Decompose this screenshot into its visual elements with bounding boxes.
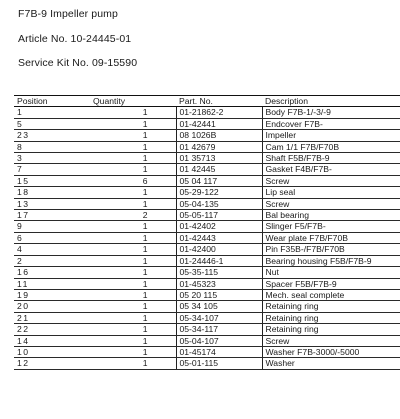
table-row (14, 164, 400, 175)
cell-description: Slinger F5/F7B- (262, 221, 400, 232)
table-row (14, 210, 400, 221)
cell-position: 12 (14, 358, 90, 369)
cell-part-no: 05-01-115 (176, 358, 262, 369)
cell-quantity: 2 (90, 210, 176, 221)
cell-part-no: 05-29-122 (176, 187, 262, 198)
column-header-quantity: Quantity (90, 96, 176, 107)
parts-table (14, 96, 400, 370)
table-row (14, 153, 400, 164)
cell-part-no: 01 35713 (176, 153, 262, 164)
column-header-description: Description (262, 96, 400, 107)
cell-position: 6 (14, 232, 90, 243)
document-title: F7B-9 Impeller pump (18, 8, 118, 20)
table-row (14, 244, 400, 255)
cell-part-no: 05 04 117 (176, 175, 262, 186)
cell-position: 10 (14, 346, 90, 357)
cell-quantity: 1 (90, 187, 176, 198)
cell-position: 20 (14, 301, 90, 312)
table-row (14, 335, 400, 346)
cell-part-no: 01 42445 (176, 164, 262, 175)
service-kit-number: Service Kit No. 09-15590 (18, 57, 138, 69)
cell-part-no: 01 42679 (176, 141, 262, 152)
cell-position: 9 (14, 221, 90, 232)
cell-part-no: 01-24446-1 (176, 255, 262, 266)
table-row (14, 141, 400, 152)
cell-quantity: 1 (90, 301, 176, 312)
table-row (14, 289, 400, 300)
cell-description: Spacer F5B/F7B-9 (262, 278, 400, 289)
cell-quantity: 1 (90, 335, 176, 346)
cell-part-no: 01-42441 (176, 118, 262, 129)
cell-description: Bal bearing (262, 210, 400, 221)
cell-quantity: 1 (90, 346, 176, 357)
cell-quantity: 6 (90, 175, 176, 186)
cell-quantity: 1 (90, 232, 176, 243)
table-row (14, 187, 400, 198)
cell-part-no: 01-45323 (176, 278, 262, 289)
cell-quantity: 1 (90, 141, 176, 152)
cell-description: Body F7B-1/-3/-9 (262, 107, 400, 118)
cell-position: 8 (14, 141, 90, 152)
cell-position: 5 (14, 118, 90, 129)
cell-description: Screw (262, 175, 400, 186)
cell-position: 3 (14, 153, 90, 164)
cell-description: Shaft F5B/F7B-9 (262, 153, 400, 164)
cell-quantity: 1 (90, 324, 176, 335)
cell-position: 1 (14, 107, 90, 118)
cell-description: Lip seal (262, 187, 400, 198)
cell-part-no: 05-34-107 (176, 312, 262, 323)
cell-quantity: 1 (90, 198, 176, 209)
table-row (14, 130, 400, 141)
cell-quantity: 1 (90, 118, 176, 129)
cell-position: 15 (14, 175, 90, 186)
cell-part-no: 01-42443 (176, 232, 262, 243)
cell-description: Bearing housing F5B/F7B-9 (262, 255, 400, 266)
cell-quantity: 1 (90, 278, 176, 289)
cell-position: 17 (14, 210, 90, 221)
cell-part-no: 05-04-135 (176, 198, 262, 209)
cell-quantity: 1 (90, 244, 176, 255)
table-row (14, 198, 400, 209)
cell-part-no: 05-04-107 (176, 335, 262, 346)
table-row (14, 107, 400, 118)
table-row (14, 175, 400, 186)
cell-description: Washer F7B-3000/-5000 (262, 346, 400, 357)
cell-position: 2 (14, 255, 90, 266)
table-row (14, 278, 400, 289)
cell-description: Gasket F4B/F7B- (262, 164, 400, 175)
column-header-part-no: Part. No. (176, 96, 262, 107)
cell-part-no: 01-45174 (176, 346, 262, 357)
cell-description: Retaining ring (262, 312, 400, 323)
cell-position: 4 (14, 244, 90, 255)
cell-description: Cam 1/1 F7B/F70B (262, 141, 400, 152)
cell-position: 22 (14, 324, 90, 335)
cell-part-no: 08 1026B (176, 130, 262, 141)
cell-part-no: 05 34 105 (176, 301, 262, 312)
cell-description: Screw (262, 335, 400, 346)
cell-position: 11 (14, 278, 90, 289)
cell-quantity: 1 (90, 130, 176, 141)
cell-description: Screw (262, 198, 400, 209)
cell-position: 21 (14, 312, 90, 323)
table-row (14, 221, 400, 232)
cell-description: Wear plate F7B/F70B (262, 232, 400, 243)
cell-part-no: 01-21862-2 (176, 107, 262, 118)
table-row (14, 118, 400, 129)
cell-quantity: 1 (90, 289, 176, 300)
cell-quantity: 1 (90, 255, 176, 266)
cell-description: Washer (262, 358, 400, 369)
cell-position: 13 (14, 198, 90, 209)
table-row (14, 346, 400, 357)
cell-position: 16 (14, 267, 90, 278)
cell-part-no: 05-34-117 (176, 324, 262, 335)
cell-description: Impeller (262, 130, 400, 141)
article-number: Article No. 10-24445-01 (18, 33, 132, 45)
table-row (14, 324, 400, 335)
cell-quantity: 1 (90, 153, 176, 164)
column-header-position: Position (14, 96, 90, 107)
cell-position: 23 (14, 130, 90, 141)
table-row (14, 267, 400, 278)
cell-position: 19 (14, 289, 90, 300)
table-row (14, 255, 400, 266)
cell-quantity: 1 (90, 164, 176, 175)
cell-description: Retaining ring (262, 324, 400, 335)
cell-part-no: 05 20 115 (176, 289, 262, 300)
cell-quantity: 1 (90, 267, 176, 278)
cell-quantity: 1 (90, 312, 176, 323)
cell-quantity: 1 (90, 358, 176, 369)
cell-quantity: 1 (90, 107, 176, 118)
table-row (14, 232, 400, 243)
cell-position: 7 (14, 164, 90, 175)
table-row (14, 301, 400, 312)
cell-description: Endcover F7B- (262, 118, 400, 129)
cell-part-no: 05-35-115 (176, 267, 262, 278)
cell-part-no: 01-42402 (176, 221, 262, 232)
cell-description: Nut (262, 267, 400, 278)
cell-part-no: 05-05-117 (176, 210, 262, 221)
cell-position: 18 (14, 187, 90, 198)
cell-quantity: 1 (90, 221, 176, 232)
table-header-row (14, 96, 400, 107)
table-row (14, 358, 400, 369)
cell-part-no: 01-42400 (176, 244, 262, 255)
cell-description: Retaining ring (262, 301, 400, 312)
table-row (14, 312, 400, 323)
cell-description: Mech. seal complete (262, 289, 400, 300)
cell-description: Pin F35B-/F7B/F70B (262, 244, 400, 255)
cell-position: 14 (14, 335, 90, 346)
